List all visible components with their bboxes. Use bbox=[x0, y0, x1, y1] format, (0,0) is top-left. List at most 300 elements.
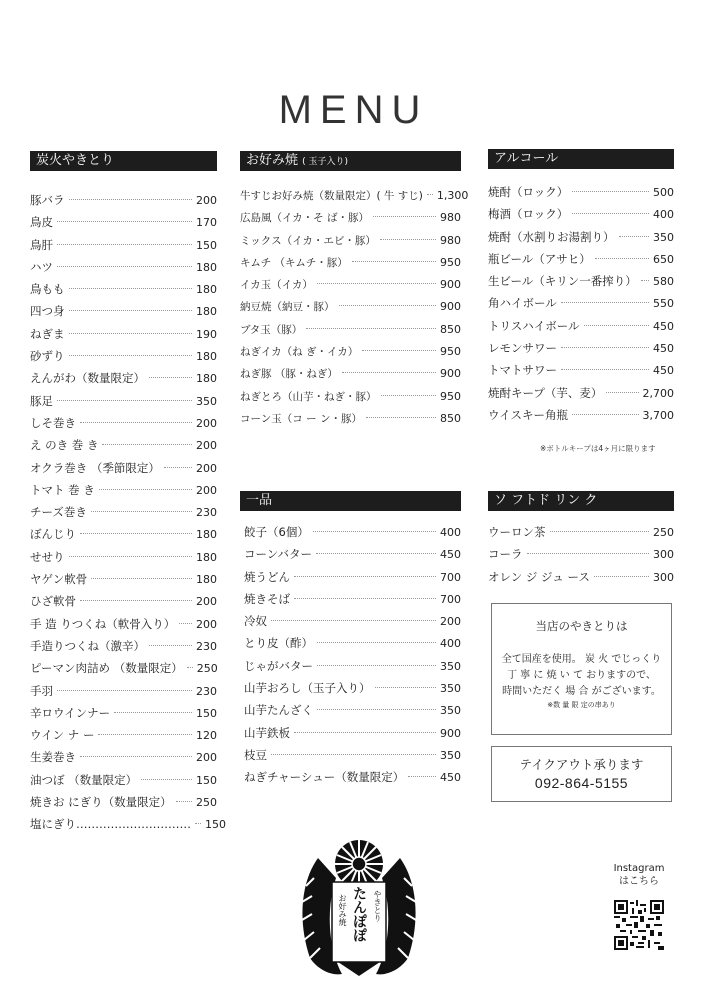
okonomiyaki-section bbox=[240, 151, 469, 430]
menu-item-price: 120 bbox=[196, 729, 217, 743]
menu-item-price: 550 bbox=[653, 297, 674, 311]
menu-item-name: ねぎ豚 （豚・ねぎ） bbox=[240, 368, 338, 381]
menu-item-name: トマトサワー bbox=[488, 363, 557, 378]
okonomiyaki-header-label: お好み焼 bbox=[246, 153, 299, 168]
dotted-leader bbox=[187, 667, 193, 668]
menu-item-name: レモンサワー bbox=[488, 341, 557, 356]
menu-item bbox=[30, 546, 217, 568]
menu-item-price: 950 bbox=[440, 389, 461, 403]
dotted-leader bbox=[339, 305, 437, 306]
dotted-leader bbox=[80, 600, 192, 601]
logo-sunburst bbox=[335, 840, 383, 888]
menu-item-price: 350 bbox=[440, 704, 461, 718]
menu-item bbox=[30, 769, 217, 791]
dotted-leader bbox=[176, 801, 192, 802]
menu-item-price: 700 bbox=[440, 592, 461, 606]
menu-item bbox=[30, 479, 217, 501]
menu-item-name: 角ハイボール bbox=[488, 296, 557, 311]
dotted-leader bbox=[195, 823, 201, 824]
menu-item bbox=[30, 345, 217, 367]
menu-item-name: 枝豆 bbox=[244, 747, 267, 762]
menu-item-price: 150 bbox=[196, 238, 217, 252]
menu-item-name: 焼きお にぎり（数量限定） bbox=[30, 795, 172, 810]
menu-item bbox=[244, 766, 461, 788]
dotted-leader bbox=[619, 236, 650, 237]
dotted-leader bbox=[98, 734, 192, 735]
menu-item-name: え のき 巻 き bbox=[30, 438, 99, 453]
menu-item bbox=[244, 610, 461, 632]
logo-right-text: やきとり bbox=[373, 890, 382, 922]
menu-item-price: 700 bbox=[440, 570, 461, 584]
yakitori-header: 炭火やきとり bbox=[30, 151, 217, 171]
menu-item-price: 350 bbox=[440, 682, 461, 696]
dotted-leader bbox=[317, 709, 436, 710]
page-title: MENU bbox=[278, 88, 429, 132]
menu-item bbox=[488, 359, 674, 381]
menu-item-name: 焼酎（ロック） bbox=[488, 185, 569, 199]
dotted-leader bbox=[606, 392, 638, 393]
dotted-leader bbox=[408, 776, 436, 777]
menu-item bbox=[240, 274, 461, 296]
dotted-leader bbox=[91, 578, 192, 579]
info-line-1: 全て国産を使用。 炭 火 でじっくり bbox=[501, 654, 662, 665]
menu-item-price: 250 bbox=[196, 796, 217, 810]
menu-item-name: 梅酒（ロック） bbox=[488, 207, 569, 222]
dotted-leader bbox=[57, 244, 192, 245]
softdrink-list bbox=[488, 521, 674, 588]
dotted-leader bbox=[561, 302, 649, 303]
menu-item bbox=[30, 568, 217, 590]
menu-item-price: 500 bbox=[653, 186, 674, 199]
dotted-leader bbox=[380, 239, 436, 240]
menu-item-price: 200 bbox=[196, 439, 217, 453]
menu-item bbox=[30, 434, 217, 456]
menu-item bbox=[240, 207, 461, 229]
dotted-leader bbox=[99, 489, 192, 490]
dotted-leader bbox=[584, 325, 649, 326]
menu-item-name: 油つぼ （数量限定） bbox=[30, 772, 138, 787]
dotted-leader bbox=[561, 369, 649, 370]
menu-item-price: 450 bbox=[440, 548, 461, 562]
menu-item-name: ブタ玉（豚） bbox=[240, 323, 303, 336]
menu-item-name: ねぎイカ（ね ぎ・イカ） bbox=[240, 346, 359, 359]
menu-item bbox=[30, 523, 217, 545]
menu-item bbox=[240, 185, 469, 207]
yakitori-list bbox=[30, 189, 226, 836]
menu-item-price: 350 bbox=[653, 230, 674, 244]
shop-logo bbox=[298, 838, 420, 978]
menu-item bbox=[30, 278, 217, 300]
menu-item-price: 900 bbox=[440, 726, 461, 740]
menu-item-name: イカ玉（イカ） bbox=[240, 279, 313, 292]
menu-item-price: 850 bbox=[440, 411, 461, 425]
info-line-2: 丁 寧 に 焼 い て おりますので、 bbox=[507, 670, 656, 681]
menu-item-name: ウイン ナ ー bbox=[30, 728, 95, 743]
menu-item bbox=[30, 702, 217, 724]
dotted-leader bbox=[306, 328, 436, 329]
menu-item-name: ねぎま bbox=[30, 326, 65, 341]
menu-item bbox=[488, 248, 674, 270]
menu-item-price: 900 bbox=[440, 300, 461, 314]
menu-item-price: 900 bbox=[440, 278, 461, 292]
dotted-leader bbox=[427, 194, 433, 195]
dotted-leader bbox=[69, 288, 193, 289]
menu-item bbox=[488, 543, 674, 565]
menu-item bbox=[244, 722, 461, 744]
menu-item bbox=[30, 412, 217, 434]
dotted-leader bbox=[561, 347, 649, 348]
menu-item-name: 四つ身 bbox=[30, 304, 65, 319]
menu-item-price: 350 bbox=[440, 748, 461, 762]
dotted-leader bbox=[572, 191, 649, 192]
dotted-leader bbox=[352, 261, 436, 262]
menu-item-name: ミックス（イカ・エビ・豚） bbox=[240, 234, 376, 247]
menu-item-name: とり皮（酢） bbox=[244, 636, 313, 651]
dotted-leader bbox=[271, 620, 436, 621]
menu-item-price: 200 bbox=[196, 617, 217, 631]
dotted-leader bbox=[375, 687, 437, 688]
okonomiyaki-header bbox=[240, 151, 461, 171]
dotted-leader bbox=[102, 444, 192, 445]
menu-item-price: 170 bbox=[196, 216, 217, 230]
menu-item bbox=[30, 234, 217, 256]
menu-item bbox=[240, 252, 461, 274]
menu-item bbox=[30, 211, 217, 233]
menu-item bbox=[488, 566, 674, 588]
menu-item-name: 餃子（6個） bbox=[244, 525, 309, 539]
menu-item-price: 900 bbox=[440, 367, 461, 381]
menu-item-name: 手 造 りつくね（軟骨入り） bbox=[30, 616, 176, 631]
menu-item-name: コーン玉（コ ー ン・豚） bbox=[240, 412, 362, 425]
dotted-leader bbox=[179, 623, 192, 624]
dotted-leader bbox=[57, 400, 192, 401]
menu-item-price: 180 bbox=[196, 260, 217, 274]
menu-item-name: 鳥肝 bbox=[30, 237, 53, 252]
menu-item bbox=[244, 699, 461, 721]
menu-item-price: 250 bbox=[653, 526, 674, 539]
menu-item bbox=[240, 341, 461, 363]
dotted-leader bbox=[57, 690, 192, 691]
dotted-leader bbox=[294, 732, 436, 733]
menu-item-price: 950 bbox=[440, 345, 461, 359]
menu-item-price: 3,700 bbox=[642, 408, 674, 422]
menu-item-price: 580 bbox=[653, 275, 674, 289]
menu-item-price: 180 bbox=[196, 350, 217, 364]
info-body bbox=[492, 652, 671, 700]
menu-item-name: 辛ロウインナー bbox=[30, 705, 111, 720]
menu-item-name: ぼんじり bbox=[30, 527, 76, 542]
menu-item bbox=[244, 566, 461, 588]
menu-item-name: 広島風（イカ・そ ば・豚） bbox=[240, 212, 370, 225]
menu-item bbox=[240, 386, 461, 408]
menu-item-name: 塩にぎり………………………… bbox=[30, 817, 191, 832]
menu-item-name: キムチ （キムチ・豚） bbox=[240, 256, 348, 269]
menu-item-price: 350 bbox=[196, 394, 217, 408]
dotted-leader bbox=[69, 355, 193, 356]
menu-item-price: 180 bbox=[196, 573, 217, 587]
menu-item-price: 450 bbox=[440, 771, 461, 785]
menu-item-price: 180 bbox=[196, 372, 217, 386]
menu-item bbox=[30, 457, 217, 479]
menu-item bbox=[488, 181, 674, 203]
menu-item bbox=[30, 813, 226, 835]
menu-item-price: 950 bbox=[440, 255, 461, 269]
menu-item bbox=[30, 680, 217, 702]
menu-item-price: 200 bbox=[196, 483, 217, 497]
menu-item-name: オクラ巻き （季節限定） bbox=[30, 460, 160, 475]
menu-item bbox=[30, 791, 217, 813]
menu-item bbox=[488, 315, 674, 337]
ippin-section bbox=[240, 491, 461, 789]
menu-item-name: 豚バラ bbox=[30, 193, 65, 207]
menu-item-name: じゃがバター bbox=[244, 658, 313, 673]
softdrink-header: ソ フトド リン ク bbox=[488, 491, 674, 511]
menu-item-price: 180 bbox=[196, 550, 217, 564]
alcohol-list bbox=[488, 181, 674, 426]
okonomiyaki-list bbox=[240, 185, 469, 430]
dotted-leader bbox=[69, 199, 193, 200]
menu-item-name: トリスハイボール bbox=[488, 318, 580, 333]
menu-item-name: ウーロン茶 bbox=[488, 525, 546, 539]
menu-item-price: 200 bbox=[196, 416, 217, 430]
dotted-leader bbox=[366, 417, 436, 418]
menu-item-name: 牛すじお好み焼（数量限定）( 牛 すじ) bbox=[240, 190, 423, 202]
menu-item-price: 300 bbox=[653, 548, 674, 562]
instagram-qr-code[interactable] bbox=[614, 900, 664, 950]
instagram-label bbox=[604, 862, 674, 888]
menu-item-name: ハツ bbox=[30, 259, 53, 274]
menu-item-name: 山芋たんざく bbox=[244, 703, 313, 718]
menu-item bbox=[488, 270, 674, 292]
instagram-line-2: はこちら bbox=[619, 876, 659, 887]
menu-item-name: 納豆焼（納豆・豚） bbox=[240, 301, 335, 314]
menu-item-price: 650 bbox=[653, 252, 674, 266]
menu-item-price: 300 bbox=[653, 570, 674, 584]
bottle-keep-note: ※ボトルキープは4ヶ月に限ります bbox=[540, 444, 656, 453]
yakitori-section bbox=[30, 151, 226, 836]
dotted-leader bbox=[164, 467, 192, 468]
menu-item-price: 230 bbox=[196, 684, 217, 698]
dotted-leader bbox=[641, 280, 649, 281]
menu-item-price: 980 bbox=[440, 211, 461, 225]
alcohol-header: アルコール bbox=[488, 149, 674, 169]
menu-item-name: 生ビール（キリン一番搾り） bbox=[488, 274, 637, 289]
menu-item bbox=[30, 724, 217, 746]
menu-item-name: ひざ軟骨 bbox=[30, 594, 76, 609]
menu-item-name: 焼酎キープ（芋、麦） bbox=[488, 385, 603, 400]
dotted-leader bbox=[149, 645, 192, 646]
menu-item-name: トマト 巻 き bbox=[30, 482, 95, 497]
dotted-leader bbox=[594, 576, 649, 577]
menu-item bbox=[488, 382, 674, 404]
menu-item-price: 1,300 bbox=[436, 189, 469, 202]
dotted-leader bbox=[114, 712, 192, 713]
dotted-leader bbox=[313, 531, 436, 532]
dotted-leader bbox=[141, 779, 192, 780]
menu-item-name: 冷奴 bbox=[244, 614, 267, 629]
yakitori-info-box bbox=[491, 603, 672, 735]
dotted-leader bbox=[316, 553, 436, 554]
okonomiyaki-header-sub: ( 玉子入り) bbox=[302, 157, 349, 167]
dotted-leader bbox=[80, 756, 192, 757]
menu-item-price: 450 bbox=[653, 342, 674, 356]
menu-item-price: 200 bbox=[196, 751, 217, 765]
menu-item-price: 450 bbox=[653, 319, 674, 333]
dotted-leader bbox=[69, 333, 193, 334]
info-line-3: 時間いただく 場 合 がございます。 bbox=[502, 686, 661, 697]
menu-item-name: ねぎチャーシュー（数量限定） bbox=[244, 770, 405, 785]
menu-item-name: ヤゲン軟骨 bbox=[30, 572, 88, 587]
menu-item bbox=[30, 613, 217, 635]
menu-item-name: 生姜巻き bbox=[30, 750, 76, 765]
menu-item bbox=[240, 296, 461, 318]
menu-item bbox=[244, 744, 461, 766]
menu-item-price: 2,700 bbox=[642, 386, 674, 400]
menu-item bbox=[30, 501, 217, 523]
menu-item bbox=[30, 300, 217, 322]
dotted-leader bbox=[91, 511, 192, 512]
dotted-leader bbox=[80, 533, 192, 534]
menu-item-price: 450 bbox=[653, 364, 674, 378]
menu-item-name: 手羽 bbox=[30, 683, 53, 698]
menu-item-price: 150 bbox=[205, 818, 226, 832]
menu-item-name: 鳥もも bbox=[30, 282, 65, 297]
menu-item bbox=[488, 226, 674, 248]
menu-item-price: 850 bbox=[440, 322, 461, 336]
menu-item-name: 山芋おろし（玉子入り） bbox=[244, 681, 371, 696]
takeout-phone: 092-864-5155 bbox=[534, 775, 629, 791]
menu-item-name: 焼きそば bbox=[244, 591, 290, 606]
menu-item-name: ピーマン肉詰め （数量限定） bbox=[30, 661, 183, 676]
menu-item-price: 180 bbox=[196, 283, 217, 297]
menu-item bbox=[244, 632, 461, 654]
dotted-leader bbox=[69, 556, 193, 557]
menu-item bbox=[30, 746, 217, 768]
menu-item bbox=[244, 677, 461, 699]
dotted-leader bbox=[57, 266, 192, 267]
menu-item bbox=[240, 230, 461, 252]
dotted-leader bbox=[572, 213, 649, 214]
menu-item-name: オレン ジ ジュ ース bbox=[488, 569, 590, 584]
dotted-leader bbox=[69, 310, 193, 311]
menu-item-price: 350 bbox=[440, 659, 461, 673]
menu-item-price: 200 bbox=[196, 461, 217, 475]
ippin-header: 一品 bbox=[240, 491, 461, 511]
menu-item bbox=[244, 521, 461, 543]
menu-item-price: 180 bbox=[196, 305, 217, 319]
softdrink-section bbox=[488, 491, 674, 588]
dotted-leader bbox=[317, 665, 436, 666]
menu-item-price: 400 bbox=[653, 208, 674, 222]
menu-item bbox=[488, 203, 674, 225]
menu-item-name: 焼うどん bbox=[244, 569, 290, 584]
menu-item-price: 190 bbox=[196, 327, 217, 341]
menu-item bbox=[244, 543, 461, 565]
menu-item bbox=[30, 390, 217, 412]
dotted-leader bbox=[527, 553, 650, 554]
dotted-leader bbox=[317, 642, 436, 643]
instagram-line-1: Instagram bbox=[613, 863, 665, 874]
menu-item bbox=[30, 657, 217, 679]
menu-item-name: 豚足 bbox=[30, 393, 53, 408]
menu-item bbox=[30, 189, 217, 211]
menu-item bbox=[488, 521, 674, 543]
logo-main-text: たんぽぽ bbox=[351, 886, 367, 942]
menu-item bbox=[240, 319, 461, 341]
dotted-leader bbox=[57, 221, 192, 222]
menu-item-name: ねぎとろ（山芋・ねぎ・豚） bbox=[240, 390, 377, 403]
menu-item-price: 200 bbox=[196, 194, 217, 207]
dotted-leader bbox=[294, 598, 436, 599]
menu-item-name: ウイスキー角瓶 bbox=[488, 407, 569, 422]
menu-item bbox=[244, 655, 461, 677]
menu-item bbox=[30, 323, 217, 345]
menu-item-price: 230 bbox=[196, 639, 217, 653]
menu-item bbox=[30, 590, 217, 612]
dotted-leader bbox=[373, 216, 436, 217]
dotted-leader bbox=[80, 422, 192, 423]
dotted-leader bbox=[271, 754, 436, 755]
logo-left-text: お好み焼 bbox=[338, 894, 347, 926]
info-title: 当店のやきとりは bbox=[535, 619, 628, 633]
menu-item-price: 180 bbox=[196, 528, 217, 542]
menu-item-name: 砂ずり bbox=[30, 349, 65, 364]
dotted-leader bbox=[595, 258, 649, 259]
menu-item-price: 230 bbox=[196, 506, 217, 520]
dotted-leader bbox=[550, 531, 650, 532]
menu-item-name: しそ巻き bbox=[30, 415, 76, 430]
menu-item bbox=[240, 363, 461, 385]
menu-item-price: 150 bbox=[196, 706, 217, 720]
info-small-note: ※数 量 限 定の串あり bbox=[547, 701, 616, 709]
menu-item bbox=[488, 292, 674, 314]
menu-item bbox=[30, 367, 217, 389]
menu-item-price: 400 bbox=[440, 637, 461, 651]
ippin-list bbox=[240, 521, 461, 789]
takeout-box bbox=[491, 746, 672, 802]
menu-item-name: 鳥皮 bbox=[30, 215, 53, 230]
menu-item-price: 150 bbox=[196, 773, 217, 787]
dotted-leader bbox=[149, 377, 192, 378]
menu-item bbox=[244, 588, 461, 610]
alcohol-section bbox=[488, 149, 674, 426]
menu-item-name: 焼酎（水割りお湯割り） bbox=[488, 229, 615, 244]
menu-item-price: 400 bbox=[440, 526, 461, 539]
menu-item-price: 980 bbox=[440, 233, 461, 247]
menu-item-name: 山芋鉄板 bbox=[244, 725, 290, 740]
menu-item bbox=[30, 635, 217, 657]
dotted-leader bbox=[294, 576, 436, 577]
takeout-label: テイクアウト承ります bbox=[519, 757, 644, 772]
dotted-leader bbox=[381, 395, 437, 396]
menu-item-name: せせり bbox=[30, 549, 65, 564]
dotted-leader bbox=[317, 283, 436, 284]
menu-item bbox=[488, 337, 674, 359]
menu-item-name: コーラ bbox=[488, 547, 523, 562]
dotted-leader bbox=[572, 414, 638, 415]
menu-item-name: チーズ巻き bbox=[30, 505, 87, 520]
menu-item bbox=[30, 256, 217, 278]
menu-item-price: 250 bbox=[196, 662, 218, 676]
menu-item-name: 手造りつくね（激辛） bbox=[30, 638, 145, 653]
menu-item-price: 200 bbox=[196, 595, 217, 609]
menu-item-name: 瓶ビール（アサヒ） bbox=[488, 251, 591, 266]
menu-item bbox=[488, 404, 674, 426]
dotted-leader bbox=[342, 372, 436, 373]
dotted-leader bbox=[362, 350, 436, 351]
menu-item bbox=[240, 408, 461, 430]
menu-item-name: えんがわ（数量限定） bbox=[30, 371, 145, 386]
